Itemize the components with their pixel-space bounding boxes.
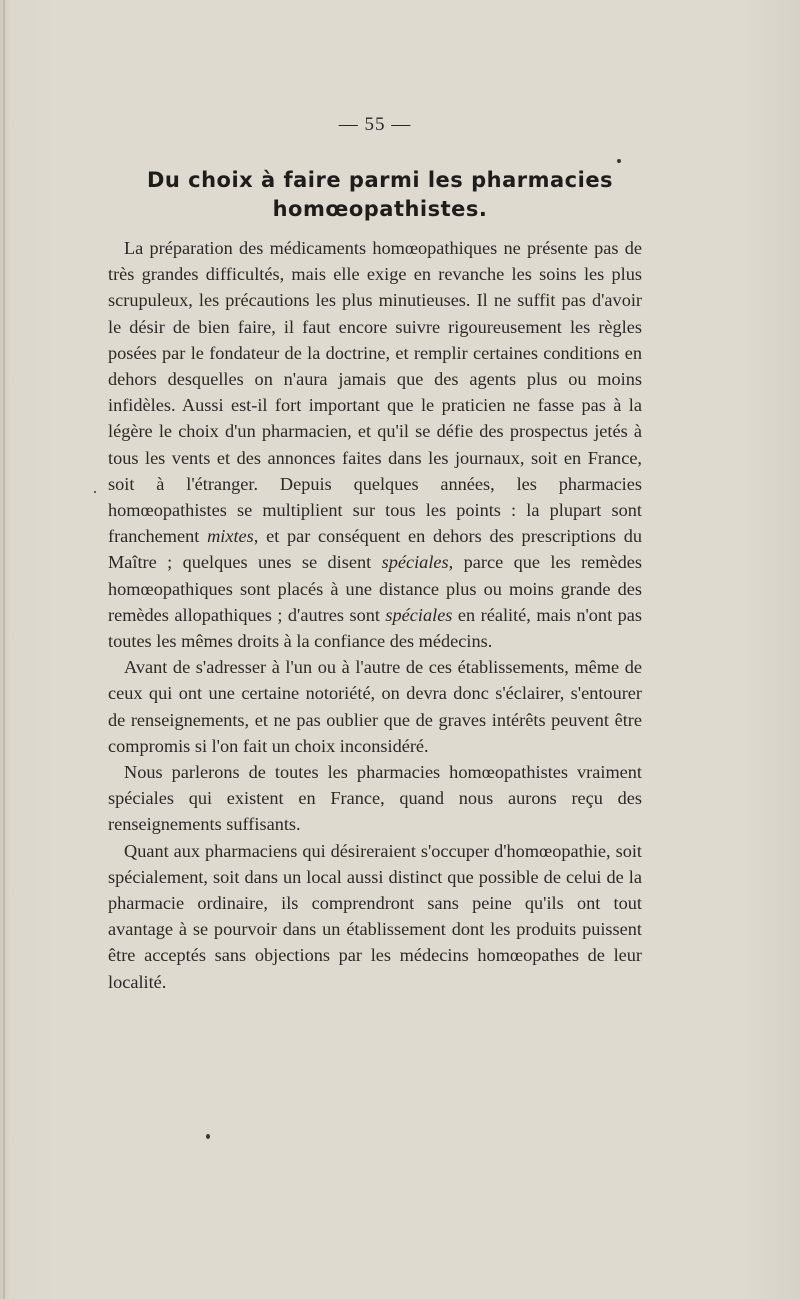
- page-number: — 55 —: [338, 114, 412, 135]
- paragraph-1-text-b: , et par conséquent en dehors des prescriptions du Maître ; quelques unes se disent: [108, 526, 642, 573]
- emphasis-speciales-1: spéciales: [381, 552, 449, 573]
- emphasis-mixtes: mixtes: [207, 526, 254, 547]
- ink-speck: [617, 159, 621, 163]
- emphasis-speciales-2: spéciales: [385, 604, 453, 625]
- binding-edge: [3, 0, 5, 1299]
- paragraph-1: [108, 235, 642, 654]
- chapter-title: [100, 166, 660, 224]
- paragraph-1-text-a: La préparation des médicaments homœopathiques ne présente pas de très grandes difficultés, mais elle exige en revanche les soins les plus scrupuleux, les précautions les plus minutieuses. Il ne suffit pas d'avoir le désir de bien faire, il faut encore suivre rigoureusement les règles posées par le fondateur de la doctrine, et remplir certaines conditions en dehors desquelles on n'aura jamais que des agents plus ou moins infidèles. Aussi est-il fort important que le praticien ne fasse pas à la légère le choix d'un pharmacien, et qu'il se défie des prospectus jetés à tous les vents et des annonces faites dans les journaux, soit en France, soit à l'étranger. Depuis quelques années, les pharmacies homœopathistes se multiplient sur tous les points : la plupart sont franchement: [108, 238, 642, 547]
- paragraph-3: Nous parlerons de toutes les pharmacies homœopathistes vraiment spéciales qui existent en France, quand nous aurons reçu des renseignements suffisants.: [108, 762, 642, 835]
- paragraph-2: Avant de s'adresser à l'un ou à l'autre de ces établissements, même de ceux qui ont une certaine notoriété, on devra donc s'éclairer, s'entourer de renseignements, et ne pas oublier que de graves intérêts peuvent être compromis si l'on fait un choix inconsidéré.: [108, 657, 642, 756]
- body-text: [108, 235, 642, 995]
- ink-speck: [94, 491, 96, 493]
- paragraph-1-text-d: en réalité, mais n'ont pas toutes les mêmes droits à la confiance des médecins.: [108, 604, 642, 652]
- chapter-title-line-1: Du choix à faire parmi les pharmacies: [146, 168, 614, 192]
- paragraph-1-text-c: , parce que les remèdes homœopathiques sont placés à une distance plus ou moins grande des remèdes allopathiques ; d'autres sont: [108, 552, 643, 625]
- ink-speck: [206, 1134, 210, 1139]
- chapter-title-line-2: homœopathistes.: [272, 197, 488, 221]
- paragraph-4: Quant aux pharmaciens qui désireraient s'occuper d'homœopathie, soit spécialement, soit dans un local aussi distinct que possible de celui de la pharmacie ordinaire, ils comprendront sans peine qu'ils ont tout avantage à se pourvoir dans un établissement dont les produits puissent être acceptés sans objections par les médecins homœopathes de leur localité.: [108, 840, 642, 992]
